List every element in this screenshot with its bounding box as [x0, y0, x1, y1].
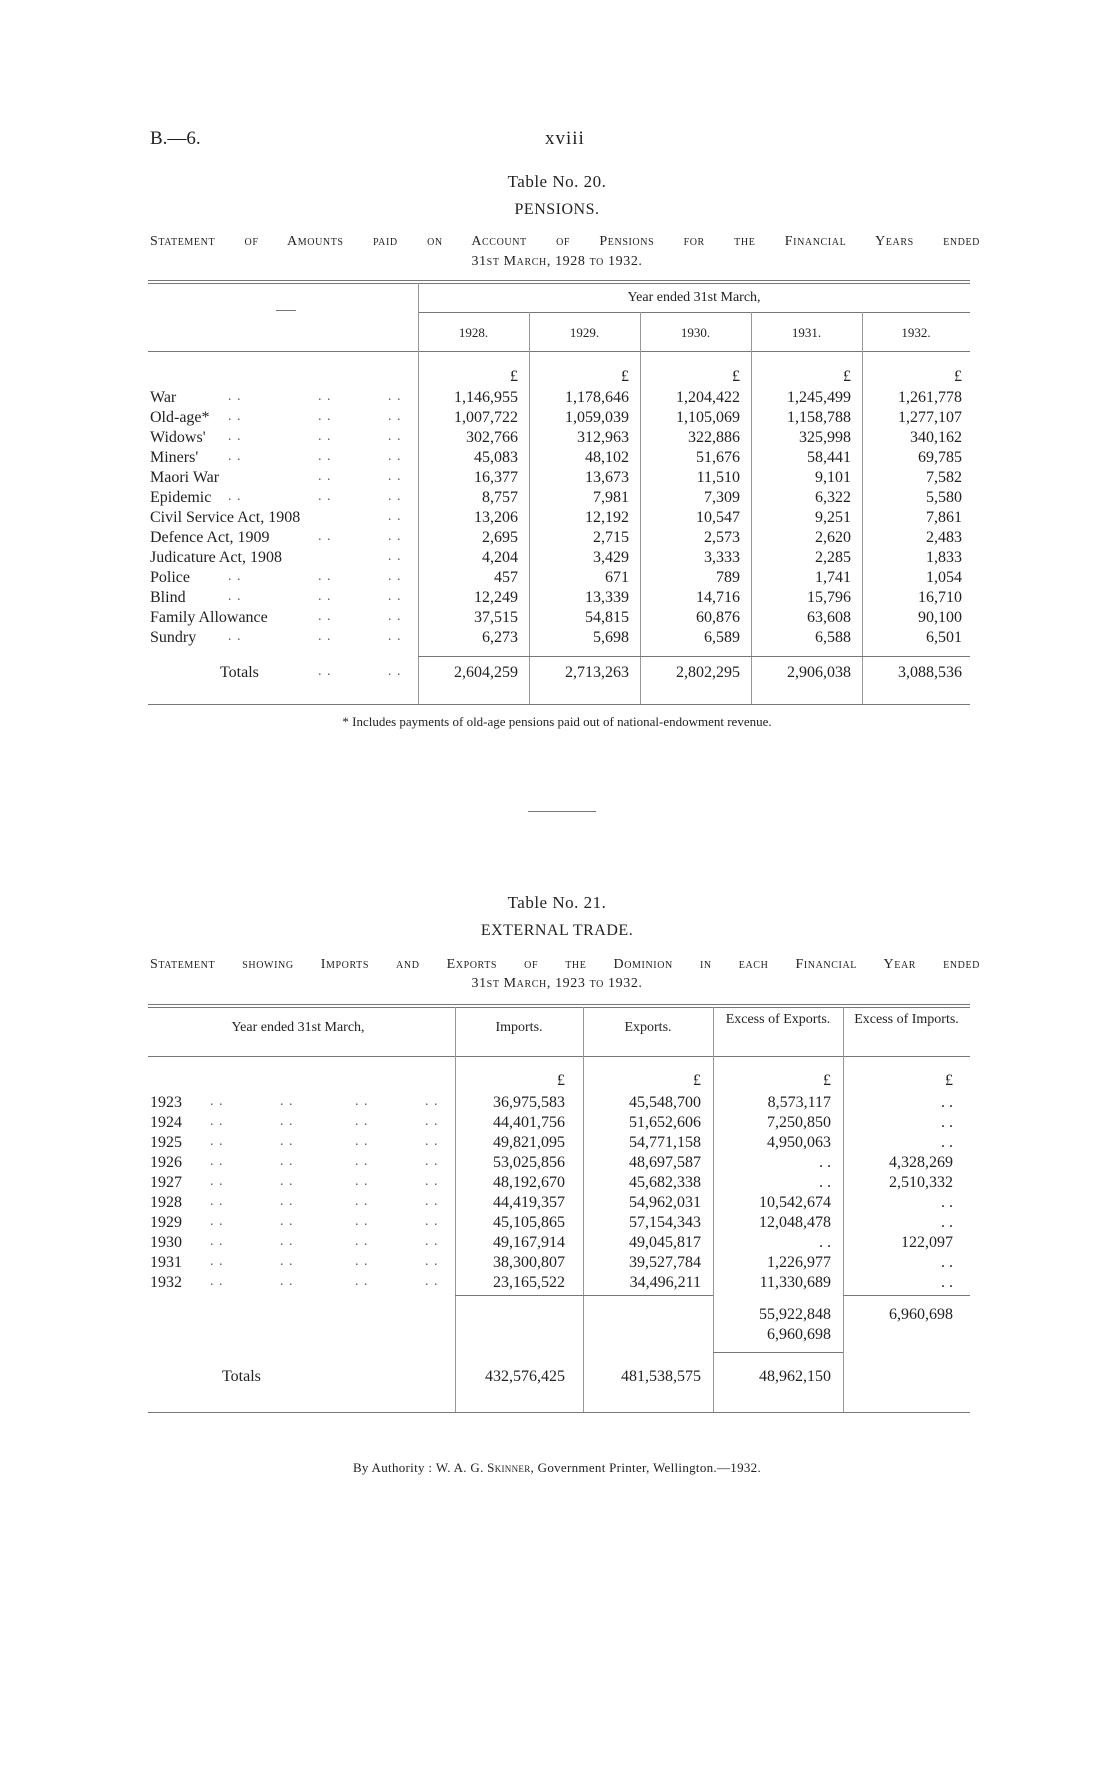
leader-dots: . . [388, 629, 402, 644]
table21-total-imports: 432,576,425 [485, 1368, 565, 1385]
table20-cell: 5,698 [593, 629, 629, 646]
table21-cell-excess-imports: . . [941, 1094, 953, 1111]
leader-dots: . . [388, 569, 402, 584]
leader-dots: . . [210, 1214, 224, 1229]
leader-dots: . . [318, 629, 332, 644]
table21-net-rule [713, 1352, 843, 1353]
leader-dots: . . [228, 489, 242, 504]
table20-cell: 6,589 [704, 629, 740, 646]
table21-col-year: Year ended 31st March, [231, 1020, 365, 1035]
table21-cell-imports: 44,401,756 [493, 1114, 565, 1131]
leader-dots: . . [280, 1174, 294, 1189]
table20-row-label: Judicature Act, 1908 [150, 549, 282, 566]
table20-cell: 2,695 [482, 529, 518, 546]
table20-cell: 16,377 [474, 469, 518, 486]
table20-cell: 671 [605, 569, 629, 586]
table21-top-rule [148, 1004, 970, 1005]
leader-dots: . . [388, 664, 402, 679]
table20-year-header: Year ended 31st March, [627, 290, 761, 305]
table20-bottom-rule [148, 704, 970, 705]
leader-dots: . . [318, 429, 332, 444]
table20-cell: 4,204 [482, 549, 518, 566]
table20-cell: 1,277,107 [898, 409, 962, 426]
table21-totals-label: Totals [222, 1368, 261, 1385]
table20-total: 2,906,038 [787, 664, 851, 681]
table20-cell: 1,245,499 [787, 389, 851, 406]
section-divider [528, 811, 596, 812]
table21-excess-imports-sum: 6,960,698 [889, 1306, 953, 1323]
leader-dots: . . [318, 489, 332, 504]
table20-row-label: Maori War [150, 469, 220, 486]
currency-symbol: £ [954, 368, 962, 385]
table20-cell: 60,876 [696, 609, 740, 626]
leader-dots: . . [318, 409, 332, 424]
table20-cell: 7,582 [926, 469, 962, 486]
table21-col-imports: Imports. [495, 1020, 543, 1035]
table20-totals-label: Totals [220, 664, 259, 681]
leader-dots: . . [318, 569, 332, 584]
leader-dots: . . [280, 1114, 294, 1129]
table21-subtotal-rule [843, 1295, 970, 1296]
table21-cell-exports: 45,548,700 [629, 1094, 701, 1111]
table21-cell-imports: 49,167,914 [493, 1234, 565, 1251]
currency-symbol: £ [557, 1072, 565, 1089]
page-number: xviii [545, 128, 585, 149]
table21-cell-exports: 49,045,817 [629, 1234, 701, 1251]
table21-cell-imports: 44,419,357 [493, 1194, 565, 1211]
table20-cell: 12,249 [474, 589, 518, 606]
table20-footnote: * Includes payments of old-age pensions paid out of national-endowment revenue. [342, 714, 772, 729]
leader-dots: . . [318, 609, 332, 624]
table21-row-year: 1926 [150, 1154, 182, 1171]
table20-cell: 1,054 [926, 569, 962, 586]
table21-cell-excess-exports: 12,048,478 [759, 1214, 831, 1231]
table21-cell-excess-exports: . . [819, 1174, 831, 1191]
table21-row-year: 1928 [150, 1194, 182, 1211]
table21-row-year: 1923 [150, 1094, 182, 1111]
table21-row-year: 1932 [150, 1274, 182, 1291]
table20-year-rule [418, 312, 970, 313]
table20-row-label: Miners' [150, 449, 199, 466]
leader-dots: . . [355, 1254, 369, 1269]
leader-dots: . . [388, 549, 402, 564]
table20-cell: 15,796 [807, 589, 851, 606]
table20-cell: 58,441 [807, 449, 851, 466]
leader-dots: . . [280, 1134, 294, 1149]
table20-cell: 1,146,955 [454, 389, 518, 406]
table21-cell-excess-imports: . . [941, 1254, 953, 1271]
currency-symbol: £ [621, 368, 629, 385]
table20-cell: 45,083 [474, 449, 518, 466]
table21-row-year: 1925 [150, 1134, 182, 1151]
table20-cell: 48,102 [585, 449, 629, 466]
table20-total: 2,604,259 [454, 664, 518, 681]
table21-cell-exports: 57,154,343 [629, 1214, 701, 1231]
table20-row-label: Defence Act, 1909 [150, 529, 270, 546]
table20-year-1928: 1928. [458, 325, 489, 340]
table20-year-1932: 1932. [901, 325, 931, 340]
table20-title: PENSIONS. [514, 201, 600, 218]
table21-col-exports: Exports. [624, 1020, 672, 1035]
table20-cell: 6,273 [482, 629, 518, 646]
leader-dots: . . [318, 469, 332, 484]
leader-dots: . . [280, 1234, 294, 1249]
table20-cell: 1,007,722 [454, 409, 518, 426]
currency-symbol: £ [732, 368, 740, 385]
currency-symbol: £ [510, 368, 518, 385]
table20-year-1929: 1929. [569, 325, 600, 340]
leader-dots: . . [425, 1274, 439, 1289]
table21-header-rule [148, 1056, 970, 1057]
table20-cell: 2,620 [815, 529, 851, 546]
table20-cell: 1,741 [815, 569, 851, 586]
table21-cell-excess-imports: 122,097 [901, 1234, 953, 1251]
table20-total: 3,088,536 [898, 664, 962, 681]
currency-symbol: £ [945, 1072, 953, 1089]
table20-totals-rule [418, 656, 970, 657]
leader-dots: . . [228, 409, 242, 424]
table20-cell: 5,580 [926, 489, 962, 506]
table21-cell-exports: 39,527,784 [629, 1254, 701, 1271]
table20-cell: 3,333 [704, 549, 740, 566]
table20-cell: 1,158,788 [787, 409, 851, 426]
leader-dots: . . [355, 1154, 369, 1169]
table21-col-excess-exports: Excess of Exports. [725, 1012, 831, 1027]
leader-dots: . . [425, 1254, 439, 1269]
table21-excess-imports-deducted: 6,960,698 [767, 1326, 831, 1343]
leader-dots: . . [388, 449, 402, 464]
table20-row-label: Police [150, 569, 190, 586]
table20-cell: 13,673 [585, 469, 629, 486]
table20-cell: 7,981 [593, 489, 629, 506]
table20-row-label: Widows' [150, 429, 206, 446]
table20-cell: 69,785 [918, 449, 962, 466]
table20-cell: 6,501 [926, 629, 962, 646]
table21-cell-exports: 34,496,211 [629, 1274, 701, 1291]
leader-dots: . . [388, 409, 402, 424]
table20-cell: 12,192 [585, 509, 629, 526]
leader-dots: . . [355, 1114, 369, 1129]
table20-cell: 1,059,039 [565, 409, 629, 426]
leader-dots: . . [210, 1154, 224, 1169]
table21-cell-exports: 48,697,587 [629, 1154, 701, 1171]
leader-dots: . . [355, 1274, 369, 1289]
table21-cell-imports: 49,821,095 [493, 1134, 565, 1151]
table21-cell-exports: 54,771,158 [629, 1134, 701, 1151]
table20-cell: 2,285 [815, 549, 851, 566]
table21-row-year: 1930 [150, 1234, 182, 1251]
table21-cell-exports: 45,682,338 [629, 1174, 701, 1191]
table20-cell: 340,162 [910, 429, 962, 446]
table21-total-exports: 481,538,575 [621, 1368, 701, 1385]
table21-row-year: 1931 [150, 1254, 182, 1271]
leader-dots: . . [280, 1214, 294, 1229]
table20-cell: 63,608 [807, 609, 851, 626]
leader-dots: . . [210, 1234, 224, 1249]
table20-cell: 51,676 [696, 449, 740, 466]
table21-cell-imports: 38,300,807 [493, 1254, 565, 1271]
imprint-prefix: By Authority : [352, 1460, 433, 1475]
table20-cell: 54,815 [585, 609, 629, 626]
table21-cell-excess-exports: 10,542,674 [759, 1194, 831, 1211]
table21-cell-imports: 36,975,583 [493, 1094, 565, 1111]
leader-dots: . . [425, 1174, 439, 1189]
table20-cell: 7,309 [704, 489, 740, 506]
leader-dots: . . [318, 389, 332, 404]
leader-dots: . . [210, 1114, 224, 1129]
table21-cell-exports: 54,962,031 [629, 1194, 701, 1211]
table21-cell-excess-exports: 4,950,063 [767, 1134, 831, 1151]
table20-cell: 8,757 [482, 489, 518, 506]
leader-dots: . . [355, 1174, 369, 1189]
leader-dots: . . [210, 1134, 224, 1149]
currency-symbol: £ [693, 1072, 701, 1089]
table20-cell: 312,963 [577, 429, 629, 446]
leader-dots: . . [355, 1134, 369, 1149]
leader-dots: . . [355, 1234, 369, 1249]
table20-statement-line1: Statement of Amounts paid on Account of Pensions for the Financial Years ended [150, 234, 980, 249]
table20-total: 2,802,295 [676, 664, 740, 681]
leader-dots: . . [228, 629, 242, 644]
table20-cell: 13,339 [585, 589, 629, 606]
table21-cell-excess-exports: . . [819, 1234, 831, 1251]
table21-number: Table No. 21. [507, 893, 607, 912]
leader-dots: . . [425, 1094, 439, 1109]
leader-dots: . . [425, 1114, 439, 1129]
leader-dots: . . [425, 1214, 439, 1229]
leader-dots: . . [355, 1214, 369, 1229]
leader-dots: . . [210, 1174, 224, 1189]
table20-cell: 302,766 [466, 429, 518, 446]
leader-dots: . . [388, 469, 402, 484]
leader-dots: . . [228, 569, 242, 584]
table21-cell-excess-exports: 1,226,977 [767, 1254, 831, 1271]
leader-dots: . . [318, 529, 332, 544]
table20-cell: 10,547 [696, 509, 740, 526]
table21-cell-excess-imports: . . [941, 1194, 953, 1211]
table21-cell-imports: 45,105,865 [493, 1214, 565, 1231]
table21-cell-imports: 53,025,856 [493, 1154, 565, 1171]
leader-dots: . . [210, 1094, 224, 1109]
leader-dots: . . [280, 1274, 294, 1289]
table20-cell: 1,261,778 [898, 389, 962, 406]
table20-cell: 14,716 [696, 589, 740, 606]
imprint-printer: W. A. G. Skinner, [435, 1460, 535, 1475]
leader-dots: . . [280, 1154, 294, 1169]
table20-top-rule-2 [148, 283, 970, 284]
leader-dots: . . [210, 1194, 224, 1209]
table21-cell-imports: 23,165,522 [493, 1274, 565, 1291]
table20-row-label: Blind [150, 589, 186, 606]
leader-dots: . . [228, 389, 242, 404]
table20-cell: 1,105,069 [676, 409, 740, 426]
table20-total: 2,713,263 [565, 664, 629, 681]
table20-number: Table No. 20. [507, 172, 607, 191]
table20-cell: 1,178,646 [565, 389, 629, 406]
table21-cell-excess-imports: . . [941, 1274, 953, 1291]
table20-cell: 1,204,422 [676, 389, 740, 406]
table21-cell-excess-exports: 11,330,689 [759, 1274, 831, 1291]
table20-row-label: Sundry [150, 629, 197, 646]
leader-dots: . . [425, 1154, 439, 1169]
table20-year-1930: 1930. [680, 325, 711, 340]
table20-row-label: Civil Service Act, 1908 [150, 509, 301, 526]
leader-dots: . . [280, 1094, 294, 1109]
table20-statement-line2: 31st March, 1928 to 1932. [471, 254, 643, 269]
printer-imprint [0, 1460, 1114, 1476]
imprint-suffix: Government Printer, Wellington.—1932. [537, 1460, 762, 1475]
table20-cell: 457 [494, 569, 518, 586]
leader-dots: . . [425, 1194, 439, 1209]
table21-title: EXTERNAL TRADE. [480, 922, 634, 939]
table21-statement-line2: 31st March, 1923 to 1932. [471, 976, 643, 991]
table20-cell: 325,998 [799, 429, 851, 446]
table21-row-year: 1929 [150, 1214, 182, 1231]
table20-cell: 3,429 [593, 549, 629, 566]
leader-dots: . . [280, 1194, 294, 1209]
table21-row-year: 1927 [150, 1174, 182, 1191]
table20-row-label: Old-age* [150, 409, 210, 426]
currency-symbol: £ [823, 1072, 831, 1089]
table20-row-label: Family Allowance [150, 609, 268, 626]
leader-dots: . . [388, 389, 402, 404]
table21-cell-imports: 48,192,670 [493, 1174, 565, 1191]
table20-cell: 322,886 [688, 429, 740, 446]
table21-excess-exports-sum: 55,922,848 [759, 1306, 831, 1323]
table20-header-rule [148, 351, 970, 352]
table20-cell: 7,861 [926, 509, 962, 526]
leader-dots: . . [228, 449, 242, 464]
table21-cell-excess-imports: . . [941, 1134, 953, 1151]
table21-statement-line1: Statement showing Imports and Exports of the Dominion in each Financial Year ended [150, 957, 980, 972]
leader-dots: . . [425, 1234, 439, 1249]
leader-dots: . . [355, 1194, 369, 1209]
leader-dots: . . [210, 1254, 224, 1269]
table20-stub-dash [276, 310, 296, 311]
table20-cell: 9,101 [815, 469, 851, 486]
table20-cell: 37,515 [474, 609, 518, 626]
page-reference: B.—6. [150, 128, 201, 149]
leader-dots: . . [388, 489, 402, 504]
table20-cell: 13,206 [474, 509, 518, 526]
leader-dots: . . [388, 509, 402, 524]
table20-cell: 789 [716, 569, 740, 586]
table20-cell: 6,588 [815, 629, 851, 646]
table21-subtotal-rule [455, 1295, 713, 1296]
leader-dots: . . [388, 529, 402, 544]
table21-cell-excess-imports: . . [941, 1114, 953, 1131]
table20-row-label: War [150, 389, 177, 406]
leader-dots: . . [425, 1134, 439, 1149]
table20-cell: 1,833 [926, 549, 962, 566]
table21-cell-excess-exports: . . [819, 1154, 831, 1171]
table21-net-excess-exports: 48,962,150 [759, 1368, 831, 1385]
leader-dots: . . [210, 1274, 224, 1289]
table21-col-excess-imports: Excess of Imports. [854, 1012, 959, 1027]
leader-dots: . . [388, 429, 402, 444]
leader-dots: . . [355, 1094, 369, 1109]
table20-cell: 11,510 [696, 469, 740, 486]
leader-dots: . . [388, 589, 402, 604]
leader-dots: . . [318, 664, 332, 679]
table21-cell-exports: 51,652,606 [629, 1114, 701, 1131]
table21-cell-excess-imports: 2,510,332 [889, 1174, 953, 1191]
leader-dots: . . [280, 1254, 294, 1269]
table21-cell-excess-imports: 4,328,269 [889, 1154, 953, 1171]
table21-row-year: 1924 [150, 1114, 182, 1131]
table20-cell: 16,710 [918, 589, 962, 606]
table20-cell: 2,715 [593, 529, 629, 546]
table21-top-rule-2 [148, 1007, 970, 1008]
leader-dots: . . [318, 449, 332, 464]
leader-dots: . . [388, 609, 402, 624]
table20-cell: 2,483 [926, 529, 962, 546]
table20-top-rule [148, 280, 970, 281]
leader-dots: . . [228, 429, 242, 444]
table20-cell: 90,100 [918, 609, 962, 626]
table21-cell-excess-exports: 7,250,850 [767, 1114, 831, 1131]
table20-row-label: Epidemic [150, 489, 212, 506]
table20-cell: 6,322 [815, 489, 851, 506]
table20-cell: 2,573 [704, 529, 740, 546]
leader-dots: . . [228, 589, 242, 604]
table21-cell-excess-exports: 8,573,117 [767, 1094, 831, 1111]
table20-year-1931: 1931. [791, 325, 822, 340]
table21-bottom-rule [148, 1412, 970, 1413]
leader-dots: . . [318, 589, 332, 604]
table20-cell: 9,251 [815, 509, 851, 526]
table21-cell-excess-imports: . . [941, 1214, 953, 1231]
currency-symbol: £ [843, 368, 851, 385]
